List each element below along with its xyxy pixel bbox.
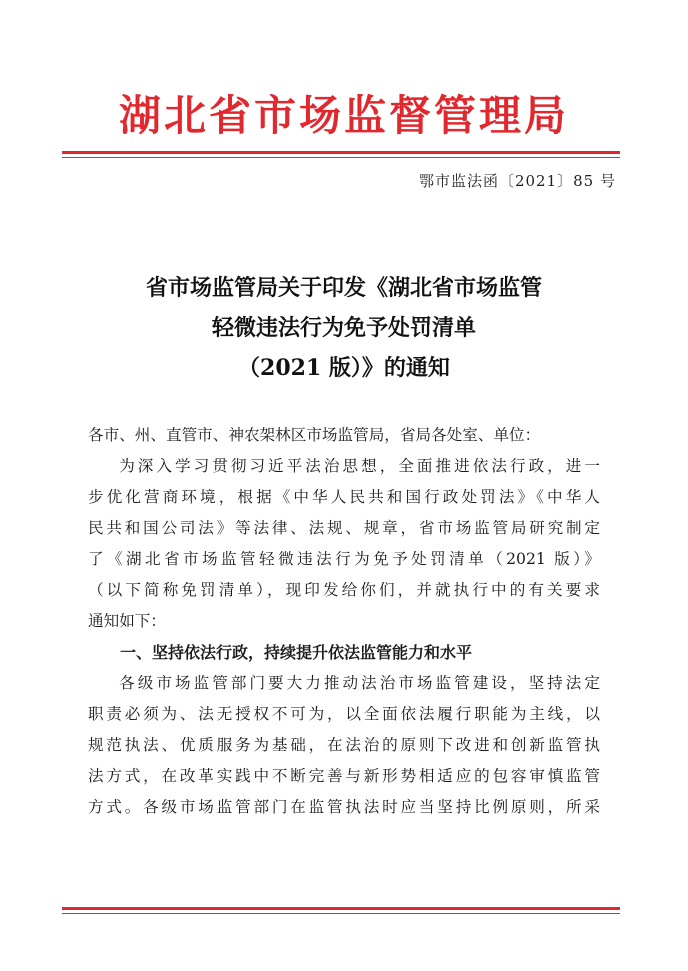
notice-title-line: （2021 版）》的通知	[238, 355, 450, 381]
paragraph-line: 步优化营商环境，根据《中华人民共和国行政处罚法》《中华人	[88, 488, 600, 506]
paragraph-line: 法方式，在改革实践中不断完善与新形势相适应的包容审慎监管	[88, 767, 600, 785]
paragraph-line: 民共和国公司法》等法律、法规、规章，省市场监管局研究制定	[88, 519, 600, 537]
notice-title-line: 轻微违法行为免予处罚清单	[211, 315, 476, 341]
notice-body	[88, 420, 600, 823]
document-number: 鄂市监法函〔2021〕85 号	[418, 172, 616, 190]
paragraph-line: 了《湖北省市场监管轻微违法行为免予处罚清单（2021 版）》	[88, 550, 600, 568]
salutation: 各市、州、直管市、神农架林区市场监管局，省局各处室、单位：	[88, 426, 541, 444]
letterhead-organization: 湖北省市场监督管理局	[118, 91, 569, 140]
paragraph-line: 通知如下：	[88, 612, 166, 630]
paragraph-line: 各级市场监管部门要大力推动法治市场监管建设，坚持法定	[119, 674, 600, 692]
letterhead-red-rule	[62, 151, 620, 154]
footer-red-rule	[62, 907, 620, 910]
paragraph-line: 方式。各级市场监管部门在监管执法时应当坚持比例原则，所采	[88, 798, 600, 816]
section-heading: 一、坚持依法行政，持续提升依法监管能力和水平	[120, 643, 473, 662]
paragraph-line: 为深入学习贯彻习近平法治思想，全面推进依法行政，进一	[119, 457, 600, 475]
footer-red-rule-thin	[62, 913, 620, 914]
paragraph-line: （以下简称免罚清单），现印发给你们，并就执行中的有关要求	[88, 581, 600, 599]
paragraph-line: 职责必须为、法无授权不可为，以全面依法履行职能为主线，以	[88, 705, 600, 723]
notice-title	[0, 268, 688, 388]
notice-title-line: 省市场监管局关于印发《湖北省市场监管	[145, 275, 542, 301]
paragraph-line: 规范执法、优质服务为基础，在法治的原则下改进和创新监管执	[88, 736, 600, 754]
letterhead-red-rule-thin	[62, 157, 620, 158]
